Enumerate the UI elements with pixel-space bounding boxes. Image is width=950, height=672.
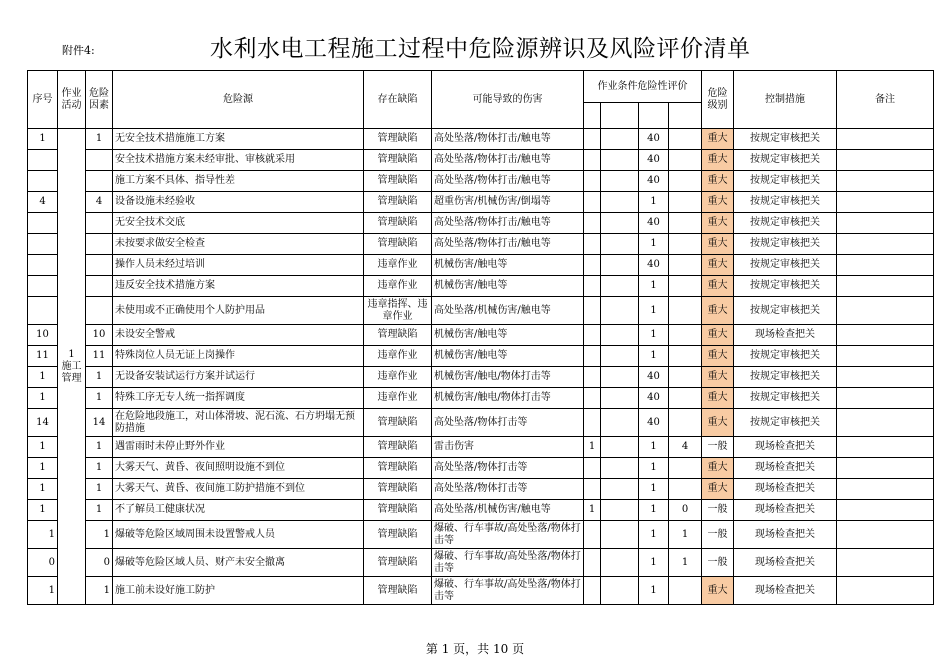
eval-cell <box>669 346 702 367</box>
seq-cell: 1 <box>28 500 58 521</box>
table-row <box>28 255 934 276</box>
eval-cell <box>601 129 639 150</box>
eval-cell <box>669 297 702 325</box>
control-cell: 按规定审核把关 <box>734 388 837 409</box>
control-cell: 现场检查把关 <box>734 479 837 500</box>
factor-cell: 1 <box>86 458 113 479</box>
eval-cell: 40 <box>639 150 669 171</box>
seq-cell: 14 <box>28 409 58 437</box>
note-cell <box>837 192 934 213</box>
eval-cell: 1 <box>639 479 669 500</box>
table-row <box>28 213 934 234</box>
factor-cell <box>86 171 113 192</box>
defect-cell: 管理缺陷 <box>364 150 432 171</box>
table-row <box>28 367 934 388</box>
defect-cell: 管理缺陷 <box>364 458 432 479</box>
factor-cell: 1 <box>86 479 113 500</box>
defect-cell: 违章指挥、违章作业 <box>364 297 432 325</box>
risk-level-cell: 重大 <box>702 297 734 325</box>
eval-cell <box>584 549 601 577</box>
page-footer: 第 1 页，共 10 页 <box>425 642 525 656</box>
eval-cell: 1 <box>639 276 669 297</box>
note-cell <box>837 129 934 150</box>
seq-cell <box>28 255 58 276</box>
defect-cell: 管理缺陷 <box>364 549 432 577</box>
note-cell <box>837 409 934 437</box>
harm-cell: 爆破、行车事故/高处坠落/物体打击等 <box>432 577 584 605</box>
eval-cell <box>669 325 702 346</box>
table-row <box>28 150 934 171</box>
hazard-cell: 不了解员工健康状况 <box>113 500 364 521</box>
control-cell: 现场检查把关 <box>734 458 837 479</box>
eval-cell <box>584 213 601 234</box>
harm-cell: 高处坠落/物体打击/触电等 <box>432 129 584 150</box>
risk-level-cell: 重大 <box>702 325 734 346</box>
seq-cell <box>28 276 58 297</box>
table-row <box>28 297 934 325</box>
seq-cell: 1 <box>28 437 58 458</box>
eval-cell <box>601 325 639 346</box>
note-cell <box>837 458 934 479</box>
activity-name: 施工管理 <box>61 360 82 384</box>
eval-cell <box>601 255 639 276</box>
eval-cell <box>584 388 601 409</box>
defect-cell: 管理缺陷 <box>364 192 432 213</box>
defect-cell: 管理缺陷 <box>364 577 432 605</box>
risk-level-cell: 重大 <box>702 577 734 605</box>
seq-cell: 1 <box>28 577 58 605</box>
eval-cell: 0 <box>669 500 702 521</box>
eval-cell: 1 <box>669 521 702 549</box>
header-note: 备注 <box>837 71 934 129</box>
eval-cell <box>601 479 639 500</box>
hazard-cell: 大雾天气、黄昏、夜间照明设施不到位 <box>113 458 364 479</box>
eval-cell <box>669 234 702 255</box>
seq-cell: 1 <box>28 521 58 549</box>
harm-cell: 高处坠落/物体打击/触电等 <box>432 234 584 255</box>
factor-cell: 1 <box>86 367 113 388</box>
hazard-cell: 操作人员未经过培训 <box>113 255 364 276</box>
defect-cell: 管理缺陷 <box>364 500 432 521</box>
note-cell <box>837 549 934 577</box>
table-row <box>28 458 934 479</box>
header-eval: 作业条件危险性评价 <box>584 71 702 103</box>
harm-cell: 高处坠落/物体打击/触电等 <box>432 171 584 192</box>
risk-level-cell: 重大 <box>702 150 734 171</box>
eval-cell <box>584 129 601 150</box>
table-row <box>28 346 934 367</box>
eval-cell: 1 <box>639 549 669 577</box>
eval-cell: 1 <box>639 521 669 549</box>
eval-cell <box>584 192 601 213</box>
defect-cell: 违章作业 <box>364 367 432 388</box>
table-row <box>28 276 934 297</box>
eval-cell <box>584 367 601 388</box>
defect-cell: 管理缺陷 <box>364 479 432 500</box>
header-harm: 可能导致的伤害 <box>432 71 584 129</box>
eval-cell <box>601 549 639 577</box>
note-cell <box>837 577 934 605</box>
seq-cell <box>28 150 58 171</box>
hazard-cell: 无安全技术措施施工方案 <box>113 129 364 150</box>
table-row <box>28 409 934 437</box>
control-cell: 按规定审核把关 <box>734 192 837 213</box>
table-row <box>28 479 934 500</box>
hazard-cell: 无设备安装试运行方案并试运行 <box>113 367 364 388</box>
factor-cell: 0 <box>86 549 113 577</box>
factor-cell <box>86 213 113 234</box>
risk-level-cell: 重大 <box>702 367 734 388</box>
harm-cell: 高处坠落/物体打击等 <box>432 479 584 500</box>
seq-cell: 10 <box>28 325 58 346</box>
eval-cell <box>669 388 702 409</box>
factor-cell: 4 <box>86 192 113 213</box>
hazard-cell: 在危险地段施工，对山体滑坡、泥石流、石方坍塌无预防措施 <box>113 409 364 437</box>
factor-cell <box>86 234 113 255</box>
control-cell: 按规定审核把关 <box>734 234 837 255</box>
seq-cell: 1 <box>28 367 58 388</box>
eval-cell: 1 <box>639 325 669 346</box>
eval-cell <box>601 192 639 213</box>
harm-cell: 爆破、行车事故/高处坠落/物体打击等 <box>432 521 584 549</box>
eval-cell: 40 <box>639 129 669 150</box>
hazard-cell: 特殊岗位人员无证上岗操作 <box>113 346 364 367</box>
hazard-cell: 设备设施未经验收 <box>113 192 364 213</box>
note-cell <box>837 150 934 171</box>
factor-cell <box>86 150 113 171</box>
seq-cell <box>28 171 58 192</box>
eval-cell <box>584 346 601 367</box>
risk-level-cell: 重大 <box>702 255 734 276</box>
eval-cell: 1 <box>584 437 601 458</box>
eval-cell <box>601 171 639 192</box>
control-cell: 按规定审核把关 <box>734 150 837 171</box>
eval-cell <box>584 255 601 276</box>
eval-cell: 1 <box>639 577 669 605</box>
hazard-cell: 未设安全警戒 <box>113 325 364 346</box>
factor-cell <box>86 297 113 325</box>
risk-level-cell: 重大 <box>702 171 734 192</box>
activity-number: 1 <box>68 348 75 360</box>
eval-cell: 1 <box>639 192 669 213</box>
note-cell <box>837 325 934 346</box>
defect-cell: 违章作业 <box>364 346 432 367</box>
eval-cell <box>584 325 601 346</box>
header-eval-sub <box>669 103 702 129</box>
eval-cell <box>601 458 639 479</box>
eval-cell <box>601 276 639 297</box>
harm-cell: 高处坠落/物体打击等 <box>432 458 584 479</box>
table-row <box>28 388 934 409</box>
eval-cell <box>669 171 702 192</box>
control-cell: 现场检查把关 <box>734 549 837 577</box>
eval-cell: 1 <box>639 500 669 521</box>
note-cell <box>837 479 934 500</box>
harm-cell: 高处坠落/物体打击等 <box>432 409 584 437</box>
control-cell: 按规定审核把关 <box>734 276 837 297</box>
eval-cell: 1 <box>584 500 601 521</box>
eval-cell <box>601 234 639 255</box>
eval-cell <box>669 192 702 213</box>
harm-cell: 雷击伤害 <box>432 437 584 458</box>
hazard-cell: 未按要求做安全检查 <box>113 234 364 255</box>
risk-level-cell: 重大 <box>702 129 734 150</box>
header-defect: 存在缺陷 <box>364 71 432 129</box>
harm-cell: 高处坠落/机械伤害/触电等 <box>432 297 584 325</box>
attachment-label: 附件4: <box>62 44 95 57</box>
control-cell: 按规定审核把关 <box>734 171 837 192</box>
note-cell <box>837 388 934 409</box>
eval-cell: 40 <box>639 388 669 409</box>
eval-cell <box>584 150 601 171</box>
table-row <box>28 577 934 605</box>
eval-cell <box>584 409 601 437</box>
note-cell <box>837 437 934 458</box>
defect-cell: 管理缺陷 <box>364 171 432 192</box>
control-cell: 按规定审核把关 <box>734 129 837 150</box>
control-cell: 现场检查把关 <box>734 500 837 521</box>
header-eval-sub <box>584 103 601 129</box>
seq-cell <box>28 213 58 234</box>
risk-level-cell: 重大 <box>702 409 734 437</box>
table-row <box>28 171 934 192</box>
eval-cell <box>601 346 639 367</box>
control-cell: 按规定审核把关 <box>734 409 837 437</box>
eval-cell: 40 <box>639 255 669 276</box>
defect-cell: 违章作业 <box>364 255 432 276</box>
eval-cell <box>584 577 601 605</box>
eval-cell <box>669 479 702 500</box>
harm-cell: 爆破、行车事故/高处坠落/物体打击等 <box>432 549 584 577</box>
control-cell: 按规定审核把关 <box>734 346 837 367</box>
control-cell: 现场检查把关 <box>734 437 837 458</box>
risk-level-cell: 一般 <box>702 549 734 577</box>
activity-cell <box>58 129 86 605</box>
defect-cell: 管理缺陷 <box>364 213 432 234</box>
harm-cell: 高处坠落/物体打击/触电等 <box>432 150 584 171</box>
harm-cell: 机械伤害/触电等 <box>432 346 584 367</box>
header-activity: 作业活动 <box>58 71 86 129</box>
factor-cell: 1 <box>86 521 113 549</box>
risk-level-cell: 重大 <box>702 479 734 500</box>
eval-cell <box>601 500 639 521</box>
defect-cell: 管理缺陷 <box>364 234 432 255</box>
table-row <box>28 325 934 346</box>
eval-cell: 4 <box>669 437 702 458</box>
defect-cell: 管理缺陷 <box>364 409 432 437</box>
control-cell: 按规定审核把关 <box>734 297 837 325</box>
risk-level-cell: 重大 <box>702 458 734 479</box>
seq-cell: 1 <box>28 479 58 500</box>
eval-cell <box>601 577 639 605</box>
eval-cell <box>601 409 639 437</box>
hazard-cell: 未使用或不正确使用个人防护用品 <box>113 297 364 325</box>
eval-cell <box>601 297 639 325</box>
eval-cell <box>669 458 702 479</box>
table-row <box>28 500 934 521</box>
harm-cell: 机械伤害/触电/物体打击等 <box>432 367 584 388</box>
risk-level-cell: 重大 <box>702 234 734 255</box>
header-eval-sub <box>601 103 639 129</box>
factor-cell: 1 <box>86 388 113 409</box>
eval-cell <box>584 276 601 297</box>
eval-cell <box>601 213 639 234</box>
note-cell <box>837 171 934 192</box>
note-cell <box>837 234 934 255</box>
factor-cell: 1 <box>86 129 113 150</box>
risk-level-cell: 重大 <box>702 192 734 213</box>
risk-level-cell: 重大 <box>702 276 734 297</box>
factor-cell: 1 <box>86 437 113 458</box>
risk-level-cell: 重大 <box>702 346 734 367</box>
seq-cell: 1 <box>28 388 58 409</box>
control-cell: 按规定审核把关 <box>734 213 837 234</box>
control-cell: 按规定审核把关 <box>734 255 837 276</box>
eval-cell <box>669 255 702 276</box>
eval-cell <box>669 213 702 234</box>
eval-cell <box>584 297 601 325</box>
eval-cell <box>669 129 702 150</box>
eval-cell <box>669 367 702 388</box>
eval-cell <box>601 437 639 458</box>
harm-cell: 超重伤害/机械伤害/倒塌等 <box>432 192 584 213</box>
page-title: 水利水电工程施工过程中危险源辨识及风险评价清单 <box>210 36 751 62</box>
note-cell <box>837 297 934 325</box>
eval-cell <box>669 150 702 171</box>
seq-cell <box>28 234 58 255</box>
eval-cell: 1 <box>639 234 669 255</box>
risk-level-cell: 一般 <box>702 521 734 549</box>
table-row <box>28 437 934 458</box>
hazard-cell: 大雾天气、黄昏、夜间施工防护措施不到位 <box>113 479 364 500</box>
table-row <box>28 192 934 213</box>
eval-cell <box>601 150 639 171</box>
factor-cell: 14 <box>86 409 113 437</box>
eval-cell <box>669 409 702 437</box>
eval-cell <box>669 276 702 297</box>
note-cell <box>837 213 934 234</box>
hazard-cell: 爆破等危险区域周围未设置警戒人员 <box>113 521 364 549</box>
hazard-cell: 施工前未设好施工防护 <box>113 577 364 605</box>
defect-cell: 管理缺陷 <box>364 325 432 346</box>
seq-cell: 1 <box>28 129 58 150</box>
hazard-cell: 特殊工序无专人统一指挥调度 <box>113 388 364 409</box>
factor-cell: 11 <box>86 346 113 367</box>
eval-cell <box>601 521 639 549</box>
header-level: 危险级别 <box>702 71 734 129</box>
risk-level-cell: 一般 <box>702 437 734 458</box>
control-cell: 按规定审核把关 <box>734 367 837 388</box>
hazard-cell: 遇雷雨时未停止野外作业 <box>113 437 364 458</box>
hazard-cell: 施工方案不具体、指导性差 <box>113 171 364 192</box>
eval-cell: 40 <box>639 367 669 388</box>
note-cell <box>837 367 934 388</box>
header-seq: 序号 <box>28 71 58 129</box>
hazard-cell: 无安全技术交底 <box>113 213 364 234</box>
eval-cell <box>601 388 639 409</box>
note-cell <box>837 276 934 297</box>
note-cell <box>837 521 934 549</box>
harm-cell: 高处坠落/物体打击/触电等 <box>432 213 584 234</box>
table-row <box>28 521 934 549</box>
table-row <box>28 549 934 577</box>
table-row <box>28 129 934 150</box>
note-cell <box>837 255 934 276</box>
note-cell <box>837 346 934 367</box>
harm-cell: 高处坠落/机械伤害/触电等 <box>432 500 584 521</box>
factor-cell: 10 <box>86 325 113 346</box>
table-body <box>28 129 934 605</box>
control-cell: 现场检查把关 <box>734 577 837 605</box>
harm-cell: 机械伤害/触电等 <box>432 255 584 276</box>
control-cell: 现场检查把关 <box>734 325 837 346</box>
header-control: 控制措施 <box>734 71 837 129</box>
header-hazard: 危险源 <box>113 71 364 129</box>
factor-cell: 1 <box>86 500 113 521</box>
eval-cell: 40 <box>639 213 669 234</box>
seq-cell: 0 <box>28 549 58 577</box>
eval-cell: 1 <box>669 549 702 577</box>
factor-cell <box>86 255 113 276</box>
harm-cell: 机械伤害/触电等 <box>432 276 584 297</box>
risk-level-cell: 重大 <box>702 213 734 234</box>
risk-level-cell: 重大 <box>702 388 734 409</box>
eval-cell: 1 <box>639 458 669 479</box>
seq-cell <box>28 297 58 325</box>
eval-cell <box>669 577 702 605</box>
harm-cell: 机械伤害/触电等 <box>432 325 584 346</box>
header-eval-sub <box>639 103 669 129</box>
eval-cell: 40 <box>639 409 669 437</box>
header-factor: 危险因素 <box>86 71 113 129</box>
hazard-cell: 违反安全技术措施方案 <box>113 276 364 297</box>
eval-cell <box>601 367 639 388</box>
defect-cell: 违章作业 <box>364 388 432 409</box>
eval-cell <box>584 171 601 192</box>
control-cell: 现场检查把关 <box>734 521 837 549</box>
hazard-cell: 爆破等危险区域人员、财产未安全撤离 <box>113 549 364 577</box>
harm-cell: 机械伤害/触电/物体打击等 <box>432 388 584 409</box>
eval-cell <box>584 521 601 549</box>
defect-cell: 管理缺陷 <box>364 437 432 458</box>
eval-cell: 40 <box>639 171 669 192</box>
defect-cell: 违章作业 <box>364 276 432 297</box>
eval-cell <box>584 479 601 500</box>
hazard-cell: 安全技术措施方案未经审批、审核就采用 <box>113 150 364 171</box>
factor-cell: 1 <box>86 577 113 605</box>
eval-cell <box>584 234 601 255</box>
hazard-table <box>27 70 934 605</box>
seq-cell: 1 <box>28 458 58 479</box>
eval-cell: 1 <box>639 297 669 325</box>
risk-level-cell: 一般 <box>702 500 734 521</box>
note-cell <box>837 500 934 521</box>
eval-cell <box>584 458 601 479</box>
defect-cell: 管理缺陷 <box>364 521 432 549</box>
seq-cell: 4 <box>28 192 58 213</box>
seq-cell: 11 <box>28 346 58 367</box>
eval-cell: 1 <box>639 437 669 458</box>
table-row <box>28 234 934 255</box>
factor-cell <box>86 276 113 297</box>
eval-cell: 1 <box>639 346 669 367</box>
defect-cell: 管理缺陷 <box>364 129 432 150</box>
